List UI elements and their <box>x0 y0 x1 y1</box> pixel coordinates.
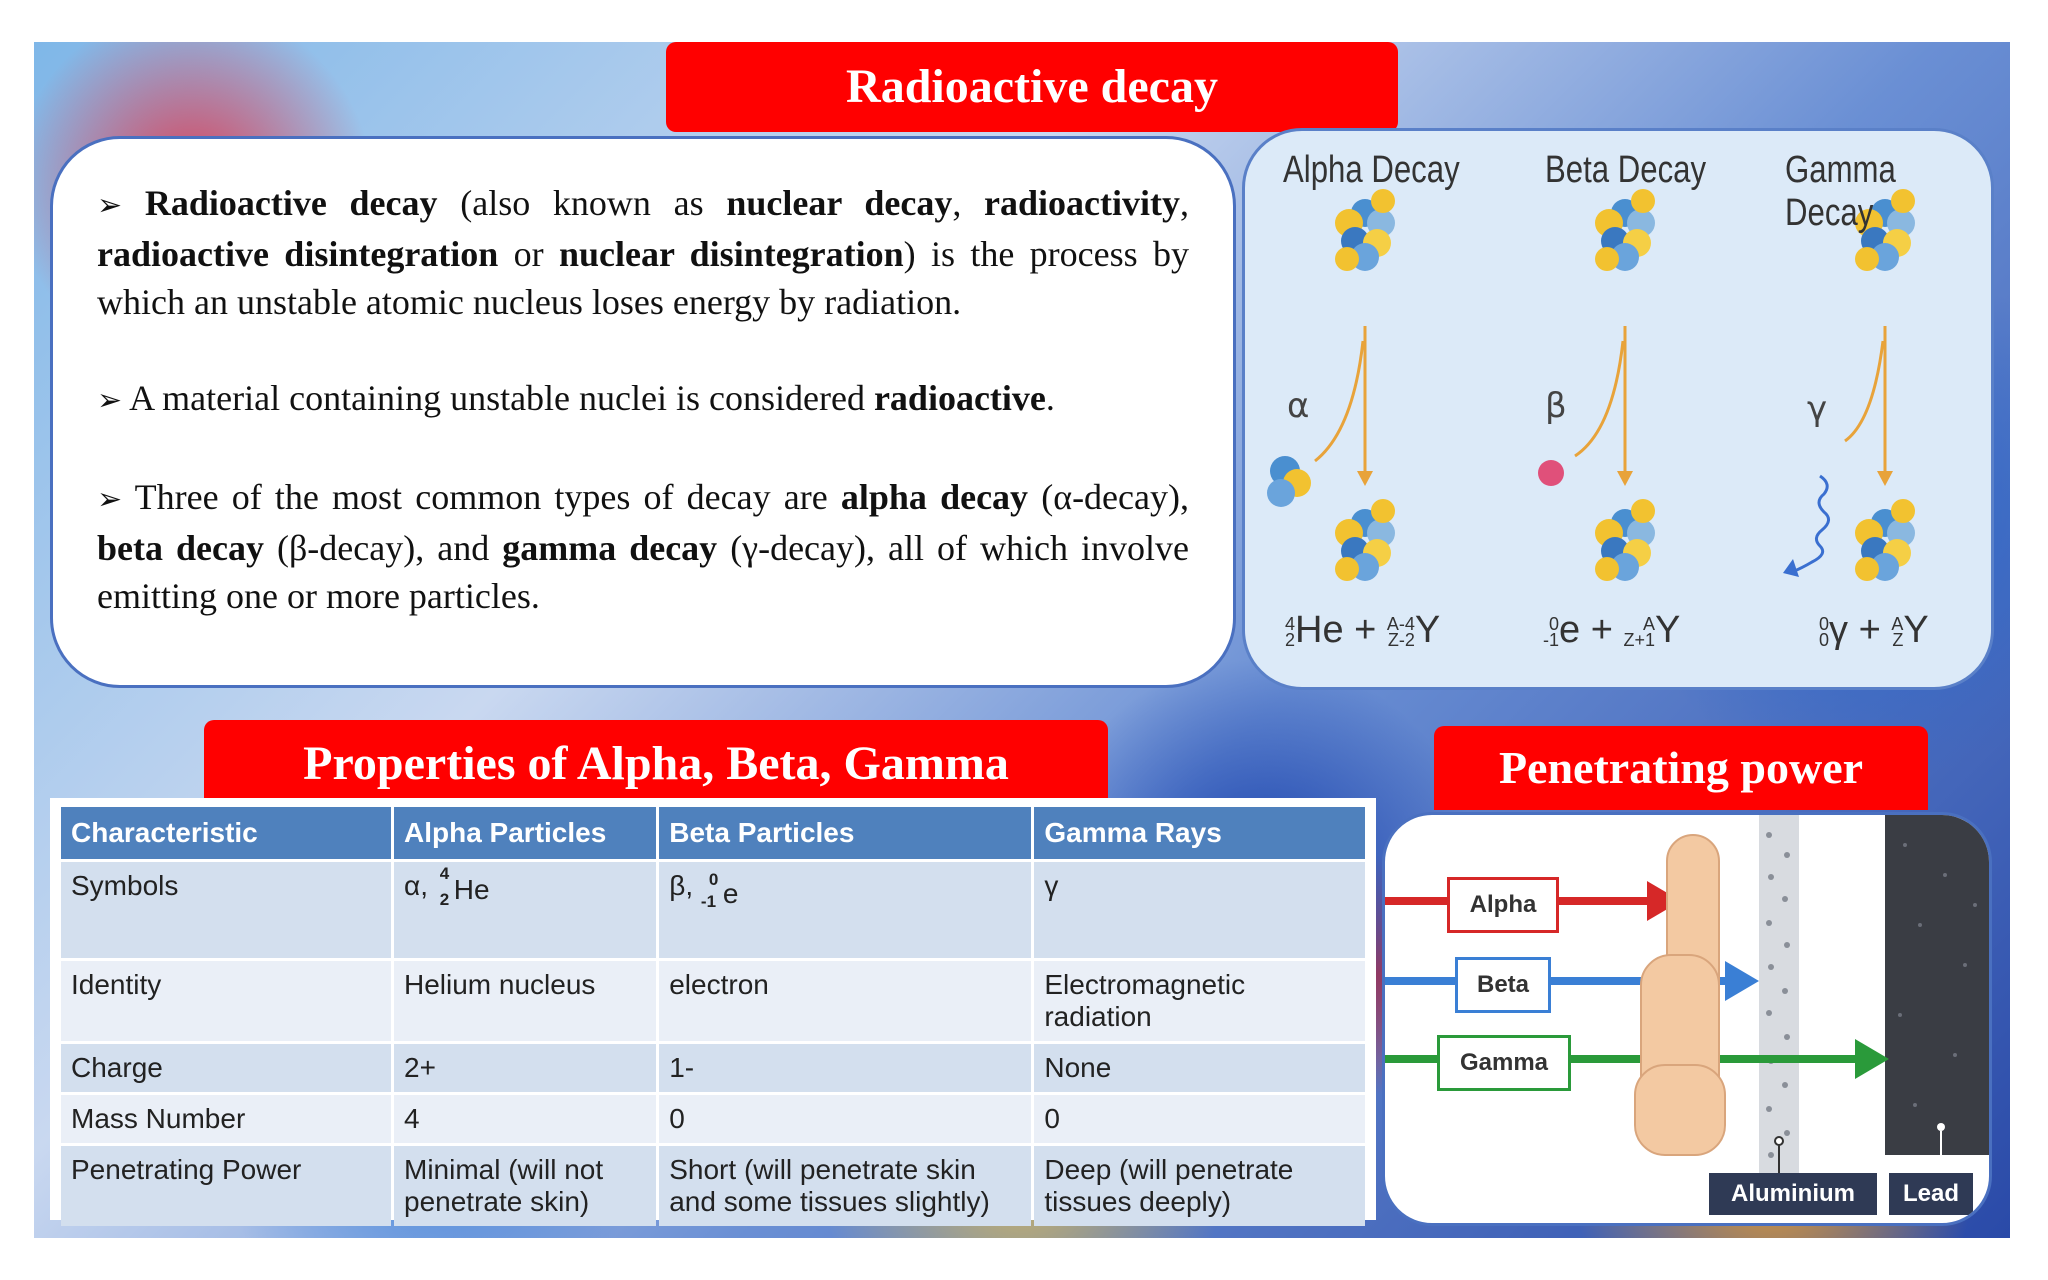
term-gamma-decay: gamma decay <box>502 528 718 568</box>
paragraph-radioactive-material <box>97 374 1189 425</box>
table-cell: 2+ <box>394 1044 656 1092</box>
he-atomic-number: 2 <box>1285 629 1296 650</box>
slide-background <box>34 42 2010 1238</box>
table-row <box>61 961 1365 1041</box>
beta-symbol: β <box>1545 386 1567 426</box>
beta-daughter-nucleus-icon <box>1595 499 1655 581</box>
lead-block-icon <box>1885 815 1992 1155</box>
beta-greek: β, <box>669 870 694 901</box>
y-mass-number: A <box>1642 613 1655 634</box>
beta-parent-nucleus-icon <box>1595 189 1655 271</box>
term-radioactive-disintegration: radioactive disintegration <box>97 234 499 274</box>
header-gamma: Gamma Rays <box>1034 807 1365 859</box>
properties-table <box>58 804 1368 1229</box>
table-cell: Deep (will penetrate tissues deeply) <box>1034 1146 1365 1226</box>
header-alpha: Alpha Particles <box>394 807 656 859</box>
beta-charge: -1 <box>700 892 717 911</box>
term-nuclear-disintegration: nuclear disintegration <box>558 234 904 274</box>
alpha-atomic: 2 <box>439 890 450 909</box>
y-symbol: Y <box>1414 609 1441 651</box>
text-segment: , <box>952 183 985 223</box>
alpha-greek: α, <box>404 870 428 901</box>
beta-mass: 0 <box>708 870 719 889</box>
alpha-equation <box>1285 609 1440 652</box>
table-header-row <box>61 807 1365 859</box>
term-radioactive-decay: Radioactive decay <box>144 183 438 223</box>
y-atomic-number: Z-2 <box>1387 629 1415 650</box>
alpha-label: Alpha <box>1447 877 1559 933</box>
aluminium-sheet-icon <box>1759 815 1799 1185</box>
plus-sign: + <box>1580 609 1624 651</box>
table-cell: None <box>1034 1044 1365 1092</box>
alpha-element: He <box>453 874 490 905</box>
properties-table-panel <box>50 798 1376 1220</box>
table-cell: Short (will penetrate skin and some tissues slightly) <box>659 1146 1031 1226</box>
text-segment: , <box>1180 183 1190 223</box>
e-mass-number: 0 <box>1549 613 1560 634</box>
gamma-eq-symbol: γ <box>1829 609 1849 651</box>
beta-equation <box>1543 609 1680 652</box>
row-label: Identity <box>61 961 391 1041</box>
table-row <box>61 1095 1365 1143</box>
beta-symbol-cell <box>659 862 1031 958</box>
e-charge-number: -1 <box>1543 629 1560 650</box>
table-row <box>61 1044 1365 1092</box>
gamma-symbol: γ <box>1807 389 1828 429</box>
y-symbol: Y <box>1903 609 1929 651</box>
table-cell: 0 <box>659 1095 1031 1143</box>
gamma-decay-title: Gamma Decay <box>1785 149 1896 234</box>
text-segment: (β-decay), and <box>263 528 503 568</box>
beta-nuclide <box>700 870 751 911</box>
beta-decay-title: Beta Decay <box>1545 149 1707 191</box>
text-segment: Three of the most common types of decay are <box>134 477 841 517</box>
row-label: Penetrating Power <box>61 1146 391 1226</box>
penetrating-banner: Penetrating power <box>1434 726 1928 810</box>
table-cell: 0 <box>1034 1095 1365 1143</box>
table-cell: Minimal (will not penetrate skin) <box>394 1146 656 1226</box>
he-symbol: He <box>1295 609 1344 651</box>
title-banner: Radioactive decay <box>666 42 1398 132</box>
table-row <box>61 1146 1365 1226</box>
term-radioactivity: radioactivity <box>984 183 1181 223</box>
bullet-arrow-icon: ➢ <box>97 383 123 418</box>
gamma-daughter-nucleus-icon <box>1855 499 1915 581</box>
table-cell: 1- <box>659 1044 1031 1092</box>
header-beta: Beta Particles <box>659 807 1031 859</box>
lead-label: Lead <box>1889 1173 1973 1215</box>
text-segment: . <box>1045 378 1055 418</box>
alpha-parent-nucleus-icon <box>1335 189 1395 271</box>
text-segment: (α-decay), <box>1028 477 1189 517</box>
y-atomic-number: Z+1 <box>1623 629 1655 650</box>
table-cell: electron <box>659 961 1031 1041</box>
y-symbol: Y <box>1655 609 1681 651</box>
paragraph-decay-types <box>97 473 1189 620</box>
alpha-mass: 4 <box>439 864 450 883</box>
penetration-diagram <box>1382 812 1992 1226</box>
term-beta-decay: beta decay <box>97 528 264 568</box>
alpha-symbol-cell <box>394 862 656 958</box>
y-mass-number: A <box>1891 613 1904 634</box>
gamma-label: Gamma <box>1437 1035 1571 1091</box>
table-cell: 4 <box>394 1095 656 1143</box>
header-characteristic: Characteristic <box>61 807 391 859</box>
table-row <box>61 862 1365 958</box>
gamma-mass-number: 0 <box>1819 613 1830 634</box>
row-label: Mass Number <box>61 1095 391 1143</box>
y-atomic-number: Z <box>1892 629 1904 650</box>
bullet-arrow-icon: ➢ <box>97 188 123 223</box>
definition-textbox <box>50 136 1236 688</box>
alpha-nuclide <box>436 864 490 909</box>
text-segment: ) is the process by which an unstable atomic nucleus loses energy by radiation. <box>97 234 1189 322</box>
paragraph-definition <box>97 179 1189 326</box>
beta-element: e <box>722 878 739 909</box>
gamma-ray-icon <box>1792 476 1829 572</box>
decay-diagram <box>1242 128 1994 690</box>
gamma-symbol-cell: γ <box>1034 862 1365 958</box>
bullet-arrow-icon: ➢ <box>97 482 123 517</box>
alpha-particle-icon <box>1267 456 1311 507</box>
gamma-equation <box>1819 609 1929 652</box>
alpha-symbol: α <box>1287 386 1310 426</box>
table-cell: Electromagnetic radiation <box>1034 961 1365 1041</box>
beta-particle-icon <box>1538 460 1564 486</box>
plus-sign: + <box>1343 609 1387 651</box>
plus-sign: + <box>1848 609 1892 651</box>
gamma-charge-number: 0 <box>1819 629 1830 650</box>
text-segment: (also known as <box>437 183 727 223</box>
alpha-daughter-nucleus-icon <box>1335 499 1395 581</box>
he-mass-number: 4 <box>1285 613 1296 634</box>
text-segment: (γ-decay), all of which involve emitting one or more particles. <box>97 528 1189 616</box>
row-label: Charge <box>61 1044 391 1092</box>
row-label: Symbols <box>61 862 391 958</box>
beta-label: Beta <box>1455 957 1551 1013</box>
text-segment: or <box>498 234 559 274</box>
alpha-decay-title: Alpha Decay <box>1283 149 1460 191</box>
term-nuclear-decay: nuclear decay <box>726 183 953 223</box>
e-symbol: e <box>1559 609 1581 651</box>
gamma-arrow-icon <box>1855 1039 1889 1079</box>
beta-arrow-icon <box>1725 961 1759 1001</box>
properties-banner: Properties of Alpha, Beta, Gamma <box>204 720 1108 808</box>
text-segment: A material containing unstable nuclei is considered <box>129 378 874 418</box>
y-mass-number: A-4 <box>1386 613 1415 634</box>
term-alpha-decay: alpha decay <box>840 477 1029 517</box>
aluminium-label: Aluminium <box>1709 1173 1877 1215</box>
table-cell: Helium nucleus <box>394 961 656 1041</box>
term-radioactive: radioactive <box>873 378 1046 418</box>
